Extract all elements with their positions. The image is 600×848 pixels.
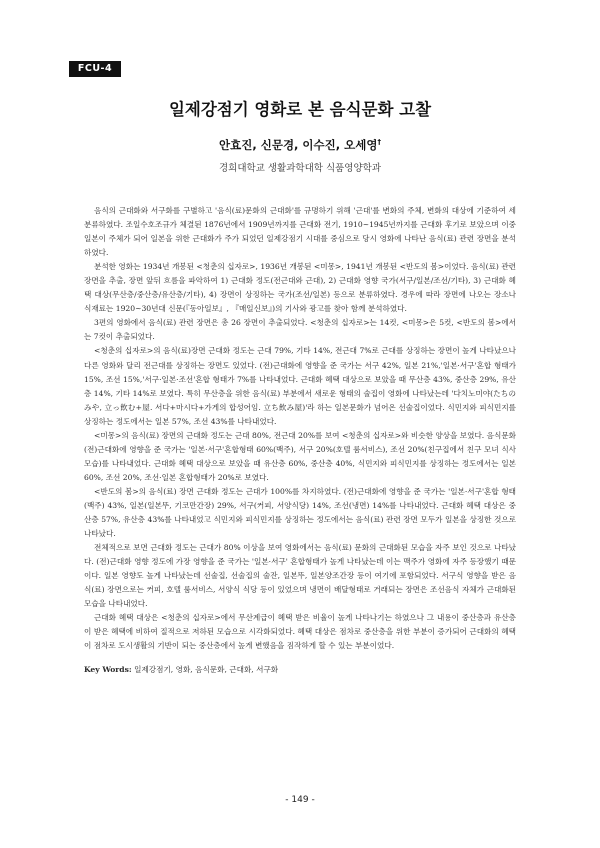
abstract-paragraph: 3편의 영화에서 음식(료) 관련 장면은 총 26 장면이 추출되었다. <청춘의 십자로>는 14컷, <미몽>은 5컷, <반도의 봄>에서는 7컷이 추출되었다. [84, 318, 516, 342]
abstract-paragraph: 전체적으로 보면 근대화 정도는 근대가 80% 이상을 보여 영화에서는 음식(료) 문화의 근대화된 모습을 자주 보인 것으로 나타났다. (전)근대화 영향 정도에 가장 영향을 준 국가는 '일본·서구' 혼합형태가 높게 나타났는데 이는 맥주가 영화에 자주 등장했기 때문이다. 일본 영향도 높게 나타났는데 선술집, 선술집의 술잔, 일본뚜, 일본양조간장 등이 여기에 포함되었다. 서구식 영향을 받은 음식(료) 장면으로는 커피, 호텔 룸서비스, 서양식 식당 등이 있었으며 냉면이 배달형태로 거래되는 장면은 조선음식 자체가 근대화된 모습을 나타내었다. [84, 543, 516, 609]
abstract-paragraph: 근대화 혜택 대상은 <청춘의 십자로>에서 무산계급이 혜택 받은 비율이 높게 나타나기는 하였으나 그 내용이 중산층과 유산층이 받은 혜택에 비하여 질적으로 저하된 모습으로 시각화되었다. 혜택 대상은 점차로 중산층을 위한 부분이 증가되어 근대화의 혜택이 점차로 도시생활의 기반이 되는 중산층에서 높게 변했음을 짐작하게 할 수 있는 부분이었다. [84, 613, 516, 651]
page-number: - 149 - [285, 795, 315, 805]
keywords-label: Key Words: [84, 664, 132, 674]
abstract-paragraph: 분석한 영화는 1934년 개봉된 <청춘의 십자로>, 1936년 개봉된 <미몽>, 1941년 개봉된 <반도의 봄>이었다. 음식(료) 관련 장면을 추출, 장면 앞뒤 흐름을 파악하여 1) 근대화 정도(전근대와 근대), 2) 근대화 영향 국가(서구/일본/조선/기타), 3) 근대화 혜택 대상(무산층/중산층/유산층/기타), 4) 장면이 상징하는 국가(조선/일본) 등으로 분류하였다. 경우에 따라 장면에 나오는 장소나 식재료는 1920~30년대 신문(『동아일보』, 『매일신보』)의 기사와 광고를 찾아 함께 분석하였다. [84, 262, 516, 314]
abstract-paragraph: <반도의 봄>의 음식(료) 장면 근대화 정도는 근대가 100%를 차지하였다. (전)근대화에 영향을 준 국가는 '일본·서구'혼합 형태(백주) 43%, 일본(일본뚜, 기코만간장) 29%, 서구(커피, 서양식당) 14%, 조선(냉면) 14%를 나타내었다. 근대화 혜택 대상은 중산층 57%, 유산층 43%를 나타내었고 식민지와 피식민지를 상징하는 정도에서는 음식(료) 관련 장면 모두가 일본을 상징한 것으로 나타났다. [84, 486, 516, 539]
abstract-paragraph: 음식의 근대화와 서구화를 구별하고 '음식(료)문화의 근대화'를 규명하기 위해 '근대'를 변화의 주체, 변화의 대상에 기준하여 세분류하였다. 조일수호조규가 체결된 1876년에서 1909년까지를 근대화 전기, 1910~1945년까지를 근대화 후기로 보았으며 이중 일본이 주체가 되어 일본을 위한 근대화가 주가 되었던 일제강점기 시대를 중심으로 당시 영화에 나타난 음식(료) 관련 장면을 분석하였다. [84, 206, 516, 258]
paper-title: 일제강점기 영화로 본 음식문화 고찰 [168, 100, 432, 119]
session-tag: FCU-4 [69, 61, 121, 77]
author-list [0, 137, 600, 153]
keywords-line [84, 663, 516, 677]
abstract-paragraph: <미몽>의 음식(료) 장면의 근대화 정도는 근대 80%, 전근대 20%를 보여 <청춘의 십자로>와 비슷한 양상을 보였다. 음식문화 (전)근대화에 영향을 준 국가는 '일본·서구'혼합형태 60%(백주), 서구 20%(호텔 룸서비스), 조선 20%(친구집에서 친구 모녀 식사모습)를 나타내었다. 근대화 혜택 대상으로 보았을 때 유산층 60%, 중산층 40%, 식민지와 피식민지를 상징하는 정도에서는 일본 60%, 조선 20%, 조선·일본 혼합형태가 20%로 보였다. [84, 430, 516, 482]
abstract-paragraph: <청춘의 십자로>의 음식(료)장면 근대화 정도는 근대 79%, 기타 14%, 전근대 7%로 근대를 상징하는 장면이 높게 나타났으나 다른 영화와 달리 전근대를 상징하는 장면도 있었다. (전)근대화에 영향을 준 국가는 서구 42%, 일본 21%,'일본·서구'혼합 형태가 15%, 조선 15%,'서구·일본·조선'혼합 형태가 7%를 나타내었다. 근대화 혜택 대상으로 보았을 때 무산층 43%, 중산층 29%, 유산층 14%, 기타 14%로 보였다. 특히 무산층을 위한 음식(료) 부분에서 새로운 형태의 술집이 영화에 나타났는데 '다치노미야(たちのみや, 立っ飲む+屋. 서다+마시다+가게의 합성어임. 立ち飲み屋)'라 하는 일본문화가 넘어온 선술집이었다. 식민지와 피식민지를 상징하는 정도에서는 일본 57%, 조선 43%를 나타내었다. [84, 346, 516, 426]
affiliation: 경희대학교 생활과학대학 식품영양학과 [218, 163, 382, 174]
keywords-text: 일제강점기, 영화, 음식문화, 근대화, 서구화 [134, 664, 279, 674]
abstract-body [84, 204, 516, 677]
author-names: 안효진, 신문경, 이수진, 오세영 [219, 138, 378, 152]
corresponding-author-mark: † [377, 138, 381, 147]
